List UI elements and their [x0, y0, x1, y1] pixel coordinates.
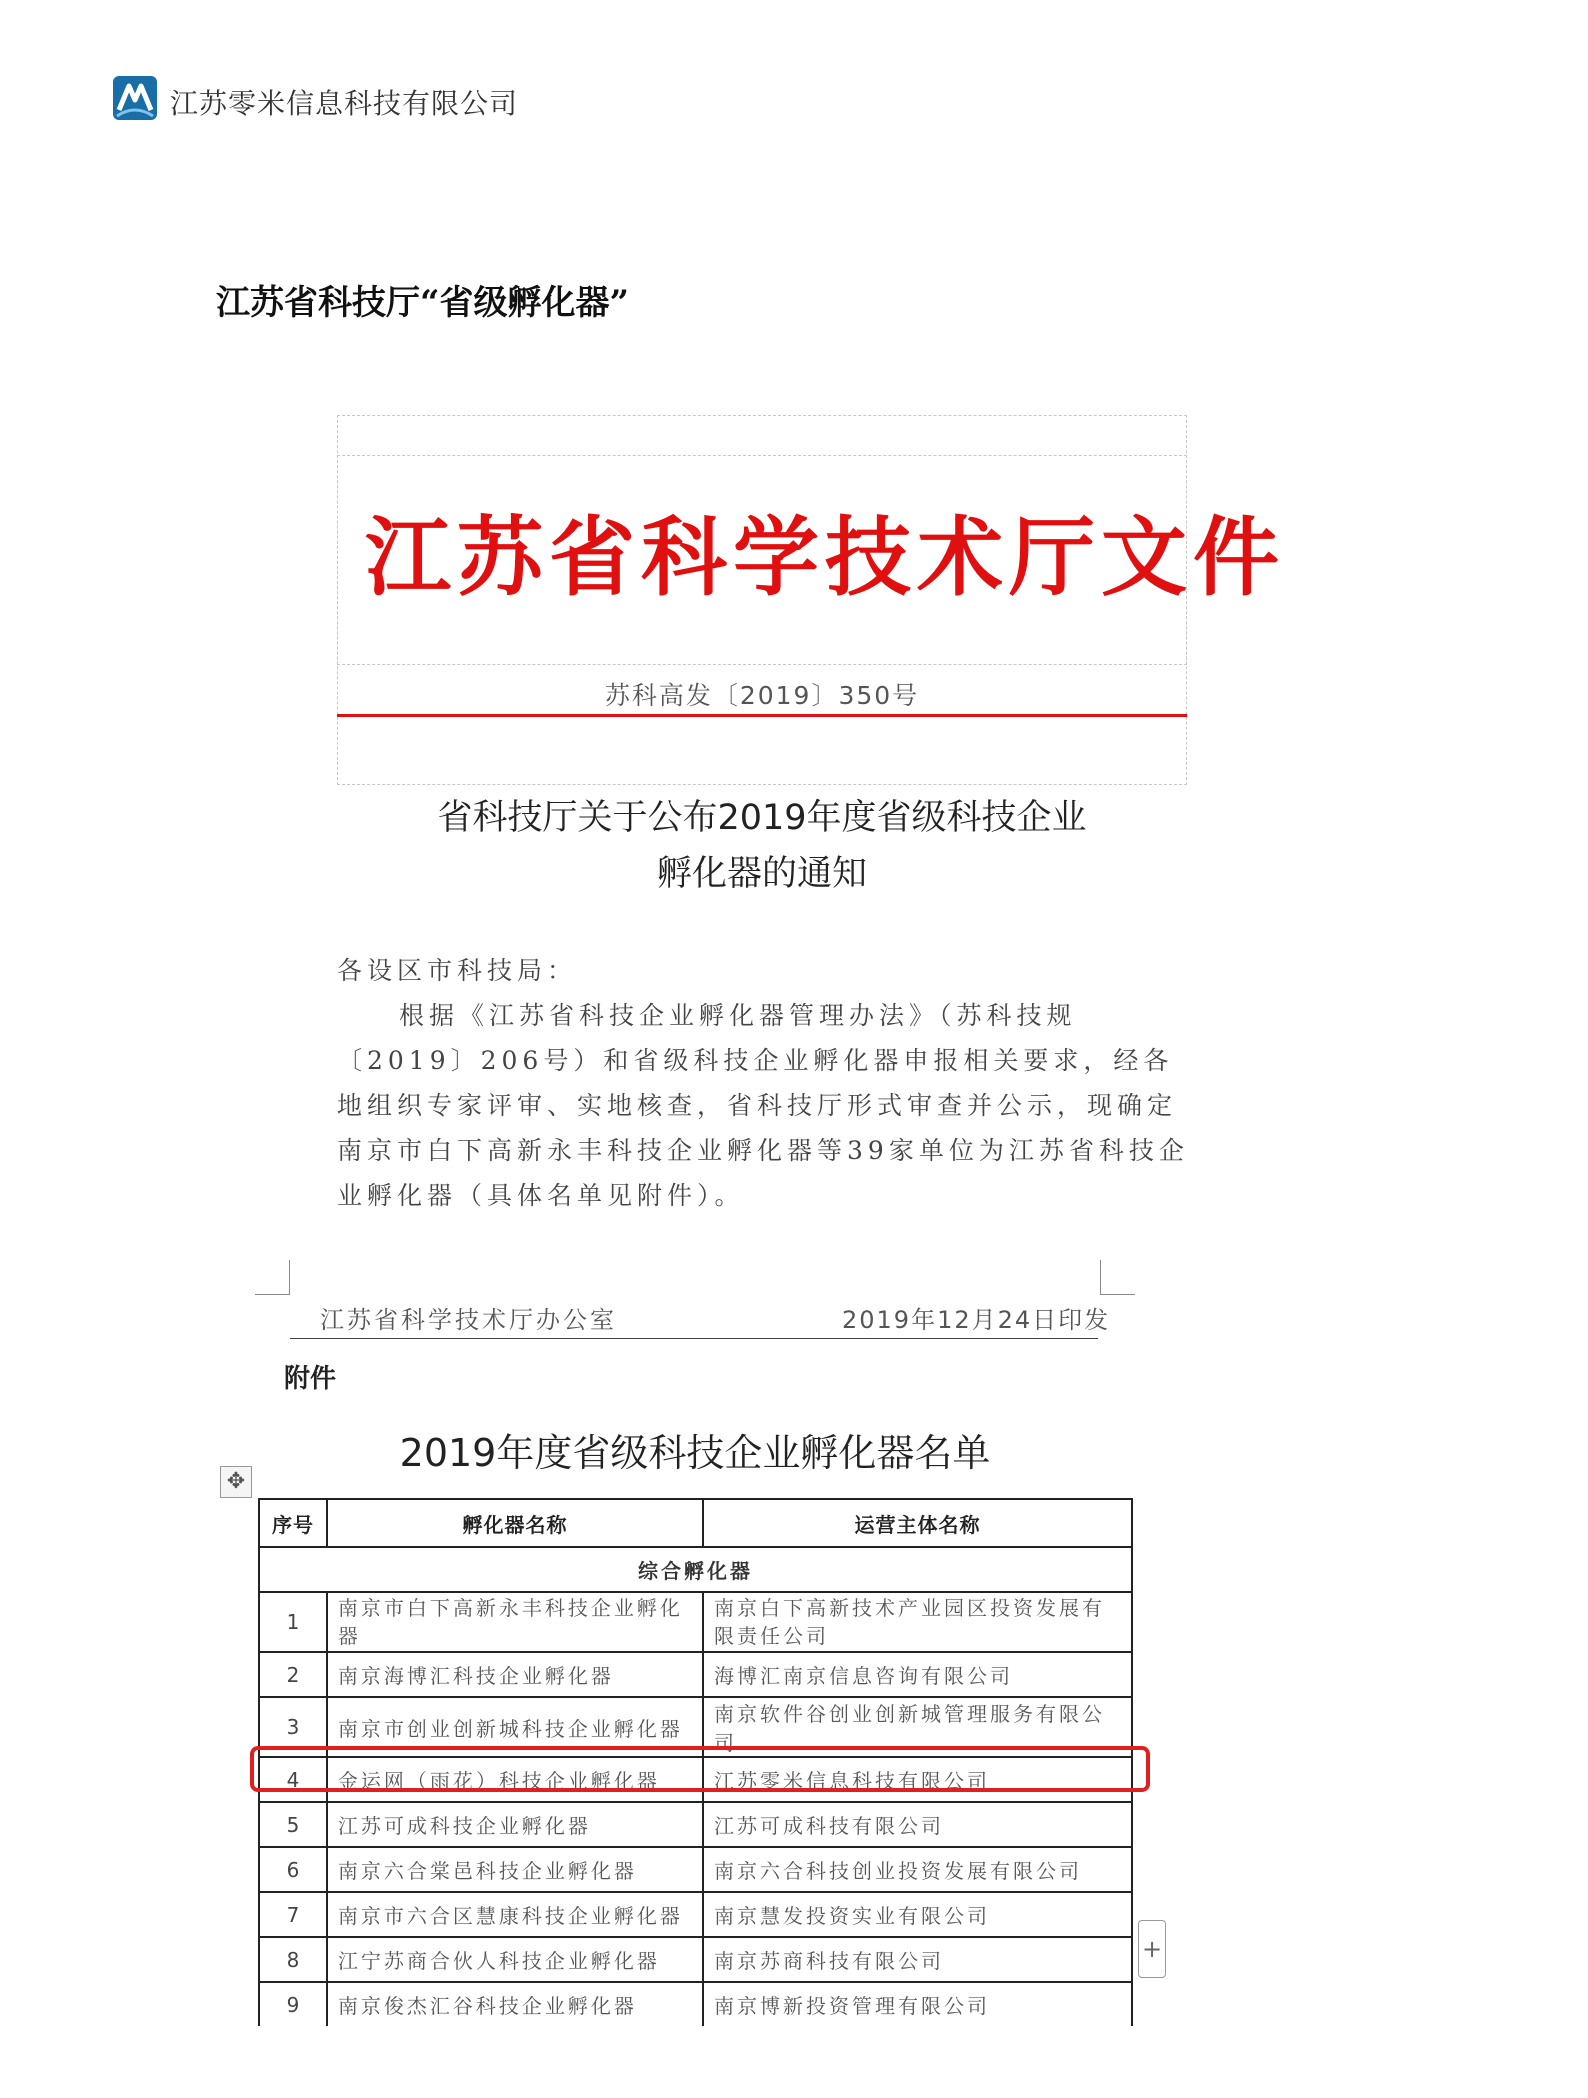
- row-number: 8: [259, 1937, 327, 1982]
- notice-body: [337, 948, 1192, 1218]
- incubator-name: 南京俊杰汇谷科技企业孵化器: [327, 1982, 703, 2026]
- company-name: 江苏零米信息科技有限公司: [170, 87, 519, 120]
- page-corner-mark: [255, 1260, 290, 1295]
- section-title: 江苏省科技厅“省级孵化器”: [216, 283, 630, 323]
- row-number: 3: [259, 1697, 327, 1757]
- page-corner-mark: [1100, 1260, 1135, 1295]
- row-number: 5: [259, 1802, 327, 1847]
- row-number: 7: [259, 1892, 327, 1937]
- row-number: 9: [259, 1982, 327, 2026]
- incubator-name: 南京市创业创新城科技企业孵化器: [327, 1697, 703, 1757]
- operator-name: 南京白下高新技术产业园区投资发展有限责任公司: [703, 1592, 1132, 1652]
- notice-title: [337, 790, 1187, 902]
- issue-date: 2019年12月24日印发: [842, 1306, 1111, 1334]
- operator-name: 江苏可成科技有限公司: [703, 1802, 1132, 1847]
- table-row: [259, 1652, 1132, 1697]
- table-row: [259, 1937, 1132, 1982]
- incubator-name: 南京六合棠邑科技企业孵化器: [327, 1847, 703, 1892]
- incubator-name: 金运网（雨花）科技企业孵化器: [327, 1757, 703, 1802]
- attachment-label: 附件: [284, 1364, 337, 1394]
- operator-name: 海博汇南京信息咨询有限公司: [703, 1652, 1132, 1697]
- table-row: [259, 1802, 1132, 1847]
- incubator-name: 南京海博汇科技企业孵化器: [327, 1652, 703, 1697]
- red-divider: [337, 714, 1187, 717]
- row-number: 4: [259, 1757, 327, 1802]
- operator-name: 江苏零米信息科技有限公司: [703, 1757, 1132, 1802]
- body-paragraph: 根据《江苏省科技企业孵化器管理办法》（苏科技规〔2019〕206号）和省级科技企业孵化器申报相关要求，经各地组织专家评审、实地核查，省科技厅形式审查并公示，现确定南京市白下高新永丰科技企业孵化器等39家单位为江苏省科技企业孵化器（具体名单见附件）。: [337, 1001, 1189, 1210]
- row-number: 6: [259, 1847, 327, 1892]
- row-number: 1: [259, 1592, 327, 1652]
- highlight-box: [250, 1746, 1150, 1792]
- table-row: [259, 1847, 1132, 1892]
- operator-name: 南京慧发投资实业有限公司: [703, 1892, 1132, 1937]
- incubator-name: 南京市六合区慧康科技企业孵化器: [327, 1892, 703, 1937]
- list-title: 2019年度省级科技企业孵化器名单: [399, 1431, 991, 1475]
- operator-name: 南京博新投资管理有限公司: [703, 1982, 1132, 2026]
- plus-icon[interactable]: +: [1138, 1920, 1166, 1978]
- table-row: [259, 1892, 1132, 1937]
- table-row: [259, 1592, 1132, 1652]
- category-label: 综合孵化器: [259, 1547, 1132, 1592]
- column-header: 孵化器名称: [327, 1499, 703, 1547]
- incubator-name: 南京市白下高新永丰科技企业孵化器: [327, 1592, 703, 1652]
- issuing-office: 江苏省科学技术厅办公室: [320, 1306, 617, 1334]
- document-number: 苏科高发〔2019〕350号: [604, 681, 920, 710]
- red-document-header: 江苏省科学技术厅文件: [365, 508, 1285, 608]
- operator-name: 南京软件谷创业创新城管理服务有限公司: [703, 1697, 1132, 1757]
- notice-title-line2: 孵化器的通知: [656, 854, 867, 894]
- footer-rule: [290, 1338, 1098, 1339]
- operator-name: 南京苏商科技有限公司: [703, 1937, 1132, 1982]
- table-header-row: [259, 1499, 1132, 1547]
- notice-title-line1: 省科技厅关于公布2019年度省级科技企业: [437, 798, 1087, 838]
- company-logo-icon: [113, 76, 157, 120]
- row-number: 2: [259, 1652, 327, 1697]
- salutation: 各设区市科技局：: [337, 956, 578, 985]
- operator-name: 南京六合科技创业投资发展有限公司: [703, 1847, 1132, 1892]
- incubator-name: 江苏可成科技企业孵化器: [327, 1802, 703, 1847]
- column-header: 运营主体名称: [703, 1499, 1132, 1547]
- incubator-name: 江宁苏商合伙人科技企业孵化器: [327, 1937, 703, 1982]
- category-row: [259, 1547, 1132, 1592]
- table-row: [259, 1982, 1132, 2026]
- move-handle-icon[interactable]: ✥: [220, 1466, 252, 1498]
- column-header: 序号: [259, 1499, 327, 1547]
